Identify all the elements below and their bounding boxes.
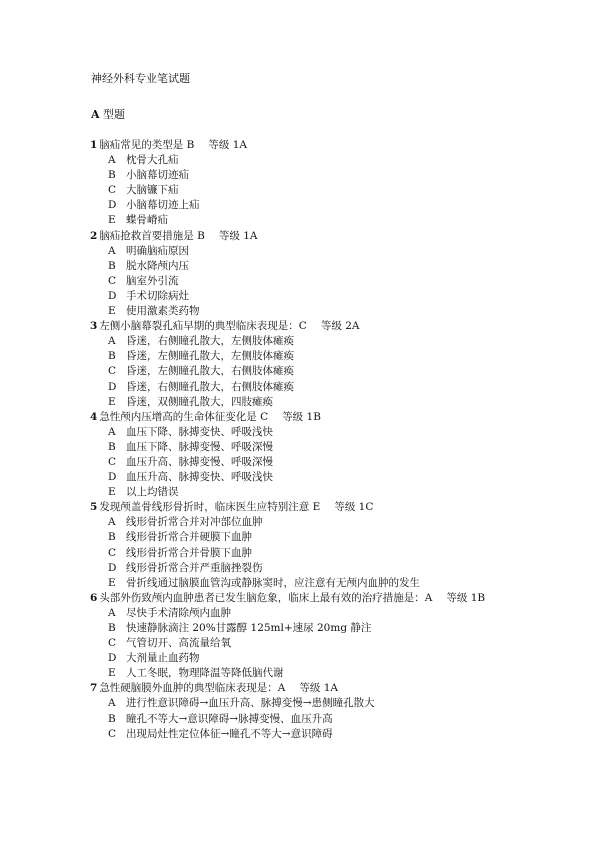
option-letter: D bbox=[108, 199, 117, 212]
option-letter: C bbox=[108, 455, 117, 468]
question-number: 2 bbox=[90, 229, 98, 242]
option-letter: E bbox=[108, 395, 116, 408]
answer-option bbox=[0, 183, 600, 198]
option-text: 血压升高、脉搏变快、呼吸浅快 bbox=[126, 471, 273, 484]
answer-option bbox=[0, 470, 600, 485]
option-text: 瞳孔不等大→意识障碍→脉搏变慢、血压升高 bbox=[126, 712, 333, 725]
answer-option bbox=[0, 259, 600, 274]
answer-option bbox=[0, 395, 600, 410]
answer-option bbox=[0, 651, 600, 666]
question-grade: 等级 1C bbox=[334, 501, 374, 514]
option-text: 大剂量止血药物 bbox=[126, 652, 200, 665]
question-stem bbox=[0, 138, 600, 153]
option-text: 以上均错误 bbox=[126, 486, 179, 499]
option-letter: A bbox=[108, 425, 116, 438]
option-letter: D bbox=[108, 652, 117, 665]
option-text: 线形骨折常合并硬膜下血肿 bbox=[126, 531, 252, 544]
question-text: 左侧小脑幕裂孔疝早期的典型临床表现是：C bbox=[99, 320, 307, 333]
question-stem bbox=[0, 591, 600, 606]
option-letter: E bbox=[108, 214, 116, 227]
question-stem bbox=[0, 229, 600, 244]
section-label: 型题 bbox=[99, 108, 126, 121]
answer-option bbox=[0, 621, 600, 636]
option-text: 尽快手术清除颅内血肿 bbox=[126, 606, 231, 619]
option-text: 快速静脉滴注 20%甘露醇 125ml+速尿 20mg 静注 bbox=[126, 622, 372, 634]
option-letter: B bbox=[108, 531, 116, 544]
option-letter: E bbox=[108, 486, 116, 499]
option-text: 脑室外引流 bbox=[126, 274, 179, 287]
option-text: 蝶骨嵴疝 bbox=[126, 214, 168, 227]
answer-option bbox=[0, 636, 600, 651]
question-stem bbox=[0, 681, 600, 696]
question-grade: 等级 2A bbox=[320, 320, 360, 333]
option-letter: C bbox=[108, 637, 117, 650]
section-title bbox=[91, 108, 125, 122]
option-letter: B bbox=[108, 350, 116, 363]
option-text: 昏迷，右侧瞳孔散大，右侧肢体瘫痪 bbox=[126, 380, 294, 393]
question-text: 脑疝抢救首要措施是 B bbox=[99, 229, 205, 242]
answer-option bbox=[0, 198, 600, 213]
question-stem bbox=[0, 410, 600, 425]
option-letter: B bbox=[108, 712, 116, 725]
option-text: 气管切开、高流量给氧 bbox=[126, 637, 231, 650]
answer-option bbox=[0, 606, 600, 621]
answer-option bbox=[0, 561, 600, 576]
option-letter: C bbox=[108, 274, 117, 287]
question-number: 6 bbox=[90, 591, 98, 604]
option-letter: E bbox=[108, 576, 116, 589]
document-title: 神经外科专业笔试题 bbox=[91, 72, 190, 85]
option-text: 明确脑疝原因 bbox=[126, 244, 189, 257]
option-text: 出现局灶性定位体征→瞳孔不等大→意识障碍 bbox=[126, 727, 333, 740]
option-text: 手术切除病灶 bbox=[126, 289, 189, 302]
option-text: 小脑幕切迹上疝 bbox=[126, 199, 200, 212]
answer-option bbox=[0, 153, 600, 168]
question-text: 急性颅内压增高的生命体征变化是 C bbox=[99, 410, 269, 423]
question-stem bbox=[0, 500, 600, 515]
option-letter: B bbox=[108, 259, 116, 272]
question-number: 4 bbox=[90, 410, 98, 423]
answer-option bbox=[0, 455, 600, 470]
option-text: 血压下降、脉搏变慢、呼吸深慢 bbox=[126, 440, 273, 453]
answer-option bbox=[0, 485, 600, 500]
option-letter: C bbox=[108, 727, 117, 740]
option-letter: E bbox=[108, 667, 116, 680]
answer-option bbox=[0, 244, 600, 259]
answer-option bbox=[0, 440, 600, 455]
option-letter: A bbox=[108, 154, 116, 167]
answer-option bbox=[0, 546, 600, 561]
answer-option bbox=[0, 576, 600, 591]
answer-option bbox=[0, 530, 600, 545]
option-text: 昏迷，右侧瞳孔散大，左侧肢体瘫痪 bbox=[126, 335, 294, 348]
question-grade: 等级 1B bbox=[282, 410, 321, 423]
option-text: 进行性意识障碍→血压升高、脉搏变慢→患侧瞳孔散大 bbox=[126, 697, 375, 710]
question-text: 发现颅盖骨线形骨折时，临床医生应特别注意 E bbox=[99, 501, 321, 514]
option-letter: D bbox=[108, 471, 117, 484]
answer-option bbox=[0, 349, 600, 364]
question-stem bbox=[0, 319, 600, 334]
option-text: 昏迷，左侧瞳孔散大，左侧肢体瘫痪 bbox=[126, 350, 294, 363]
question-grade: 等级 1A bbox=[208, 139, 247, 151]
question-number: 7 bbox=[90, 682, 98, 695]
question-number: 5 bbox=[90, 501, 98, 514]
answer-option bbox=[0, 364, 600, 379]
question-grade: 等级 1A bbox=[299, 682, 339, 695]
question-text: 脑疝常见的类型是 B bbox=[99, 139, 195, 151]
option-text: 线形骨折常合并对冲部位血肿 bbox=[126, 516, 263, 529]
question-grade: 等级 1A bbox=[218, 229, 258, 242]
option-text: 使用激素类药物 bbox=[126, 305, 200, 318]
question-number: 1 bbox=[90, 139, 98, 151]
option-letter: C bbox=[108, 365, 117, 378]
option-text: 枕骨大孔疝 bbox=[126, 154, 179, 167]
answer-option bbox=[0, 334, 600, 349]
option-text: 血压下降、脉搏变快、呼吸浅快 bbox=[126, 425, 273, 438]
option-letter: B bbox=[108, 440, 116, 453]
option-text: 昏迷，左侧瞳孔散大，右侧肢体瘫痪 bbox=[126, 365, 294, 378]
option-text: 线形骨折常合并严重脑挫裂伤 bbox=[126, 561, 263, 574]
question-text: 急性硬脑膜外血肿的典型临床表现是：A bbox=[99, 682, 286, 695]
question-list bbox=[0, 138, 600, 742]
option-letter: A bbox=[108, 697, 116, 710]
option-letter: A bbox=[108, 335, 116, 348]
option-text: 大脑镰下疝 bbox=[126, 184, 179, 197]
answer-option bbox=[0, 380, 600, 395]
answer-option bbox=[0, 696, 600, 711]
option-letter: C bbox=[108, 546, 117, 559]
option-letter: E bbox=[108, 305, 116, 318]
option-text: 小脑幕切迹疝 bbox=[126, 169, 189, 182]
answer-option bbox=[0, 425, 600, 440]
option-text: 人工冬眠，物理降温等降低脑代谢 bbox=[126, 667, 284, 680]
option-text: 血压升高、脉搏变慢、呼吸深慢 bbox=[126, 455, 273, 468]
answer-option bbox=[0, 666, 600, 681]
answer-option bbox=[0, 274, 600, 289]
option-letter: C bbox=[108, 184, 117, 197]
option-letter: B bbox=[108, 622, 116, 634]
answer-option bbox=[0, 727, 600, 742]
option-letter: A bbox=[108, 516, 116, 529]
option-text: 昏迷，双侧瞳孔散大，四肢瘫痪 bbox=[126, 395, 273, 408]
answer-option bbox=[0, 304, 600, 319]
option-letter: D bbox=[108, 561, 117, 574]
option-letter: B bbox=[108, 169, 116, 182]
option-text: 线形骨折常合并骨膜下血肿 bbox=[126, 546, 252, 559]
option-letter: D bbox=[108, 380, 117, 393]
option-letter: D bbox=[108, 289, 117, 302]
option-letter: A bbox=[108, 244, 116, 257]
answer-option bbox=[0, 712, 600, 727]
question-grade: 等级 1B bbox=[446, 591, 486, 604]
answer-option bbox=[0, 168, 600, 183]
section-letter: A bbox=[91, 108, 100, 121]
option-text: 脱水降颅内压 bbox=[126, 259, 189, 272]
answer-option bbox=[0, 515, 600, 530]
question-text: 头部外伤致颅内血肿患者已发生脑危象，临床上最有效的治疗措施是：A bbox=[99, 591, 433, 604]
answer-option bbox=[0, 213, 600, 228]
answer-option bbox=[0, 289, 600, 304]
option-text: 骨折线通过脑膜血管沟或静脉窦时，应注意有无颅内血肿的发生 bbox=[126, 576, 420, 589]
question-number: 3 bbox=[90, 320, 98, 333]
option-letter: A bbox=[108, 606, 116, 619]
